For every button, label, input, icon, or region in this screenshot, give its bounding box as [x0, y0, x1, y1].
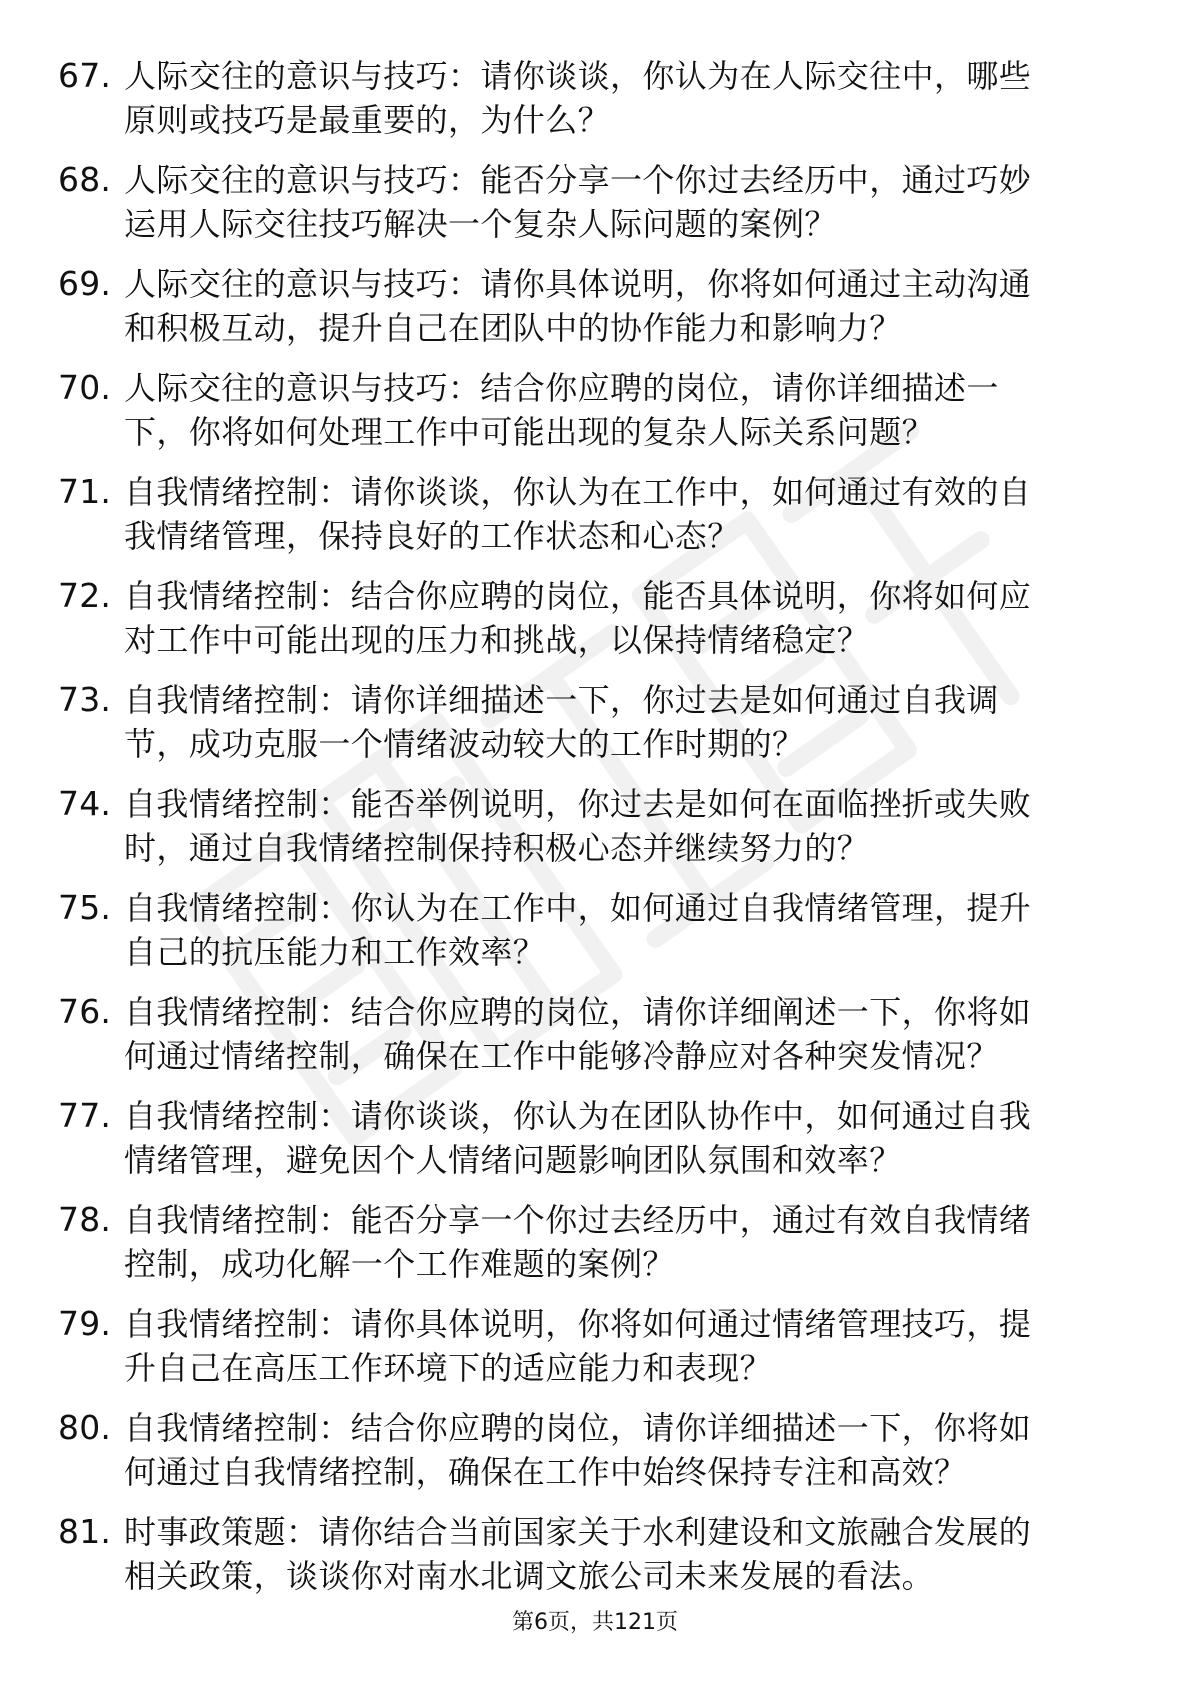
question-item [58, 366, 1118, 454]
question-item [58, 990, 1118, 1078]
question-item [58, 1302, 1118, 1390]
question-item [58, 1094, 1118, 1182]
question-number: 81. [58, 1512, 112, 1551]
question-number: 69. [58, 264, 112, 303]
question-text: 人际交往的意识与技巧：能否分享一个你过去经历中，通过巧妙 运用人际交往技巧解决一个复杂人际问题的案例？ [124, 161, 1032, 243]
question-text: 自我情绪控制：结合你应聘的岗位，请你详细阐述一下，你将如 何通过情绪控制，确保在工作中能够冷静应对各种突发情况？ [124, 993, 1032, 1075]
question-item [58, 1198, 1118, 1286]
question-text: 自我情绪控制：能否分享一个你过去经历中，通过有效自我情绪 控制，成功化解一个工作难题的案例？ [124, 1201, 1032, 1283]
question-number: 80. [58, 1408, 112, 1447]
question-text: 人际交往的意识与技巧：请你具体说明，你将如何通过主动沟通 和积极互动，提升自己在团队中的协作能力和影响力？ [124, 265, 1032, 347]
question-item [58, 886, 1118, 974]
question-text: 自我情绪控制：请你谈谈，你认为在团队协作中，如何通过自我 情绪管理，避免因个人情绪问题影响团队氛围和效率？ [124, 1097, 1032, 1179]
question-item [58, 782, 1118, 870]
question-item [58, 262, 1118, 350]
question-text: 人际交往的意识与技巧：请你谈谈，你认为在人际交往中，哪些 原则或技巧是最重要的，为什么？ [124, 57, 1032, 139]
page-footer: 第6页，共121页 [512, 1610, 678, 1635]
question-number: 77. [58, 1096, 112, 1135]
question-text: 人际交往的意识与技巧：结合你应聘的岗位，请你详细描述一 下，你将如何处理工作中可能出现的复杂人际关系问题？ [124, 369, 999, 451]
question-text: 自我情绪控制：结合你应聘的岗位，能否具体说明，你将如何应 对工作中可能出现的压力和挑战，以保持情绪稳定？ [124, 577, 1032, 659]
question-text: 自我情绪控制：请你具体说明，你将如何通过情绪管理技巧，提 升自己在高压工作环境下的适应能力和表现？ [124, 1305, 1032, 1387]
question-text: 自我情绪控制：结合你应聘的岗位，请你详细描述一下，你将如 何通过自我情绪控制，确保在工作中始终保持专注和高效？ [124, 1409, 1032, 1491]
question-number: 73. [58, 680, 112, 719]
question-number: 70. [58, 368, 112, 407]
question-number: 68. [58, 160, 112, 199]
question-number: 75. [58, 888, 112, 927]
question-item [58, 158, 1118, 246]
question-item [58, 574, 1118, 662]
question-text: 自我情绪控制：你认为在工作中，如何通过自我情绪管理，提升 自己的抗压能力和工作效率？ [124, 889, 1032, 971]
question-number: 76. [58, 992, 112, 1031]
question-number: 71. [58, 472, 112, 511]
question-item [58, 1406, 1118, 1494]
question-number: 67. [58, 56, 112, 95]
question-number: 79. [58, 1304, 112, 1343]
question-number: 74. [58, 784, 112, 823]
question-list [58, 54, 1118, 1614]
question-item [58, 470, 1118, 558]
question-item [58, 678, 1118, 766]
question-item [58, 1510, 1118, 1598]
question-text: 时事政策题：请你结合当前国家关于水利建设和文旅融合发展的 相关政策，谈谈你对南水北调文旅公司未来发展的看法。 [124, 1513, 1032, 1595]
question-text: 自我情绪控制：请你谈谈，你认为在工作中，如何通过有效的自 我情绪管理，保持良好的工作状态和心态？ [124, 473, 1032, 555]
question-item [58, 54, 1118, 142]
question-text: 自我情绪控制：请你详细描述一下，你过去是如何通过自我调 节，成功克服一个情绪波动较大的工作时期的？ [124, 681, 999, 763]
question-number: 78. [58, 1200, 112, 1239]
question-number: 72. [58, 576, 112, 615]
question-text: 自我情绪控制：能否举例说明，你过去是如何在面临挫折或失败 时，通过自我情绪控制保持积极心态并继续努力的？ [124, 785, 1032, 867]
